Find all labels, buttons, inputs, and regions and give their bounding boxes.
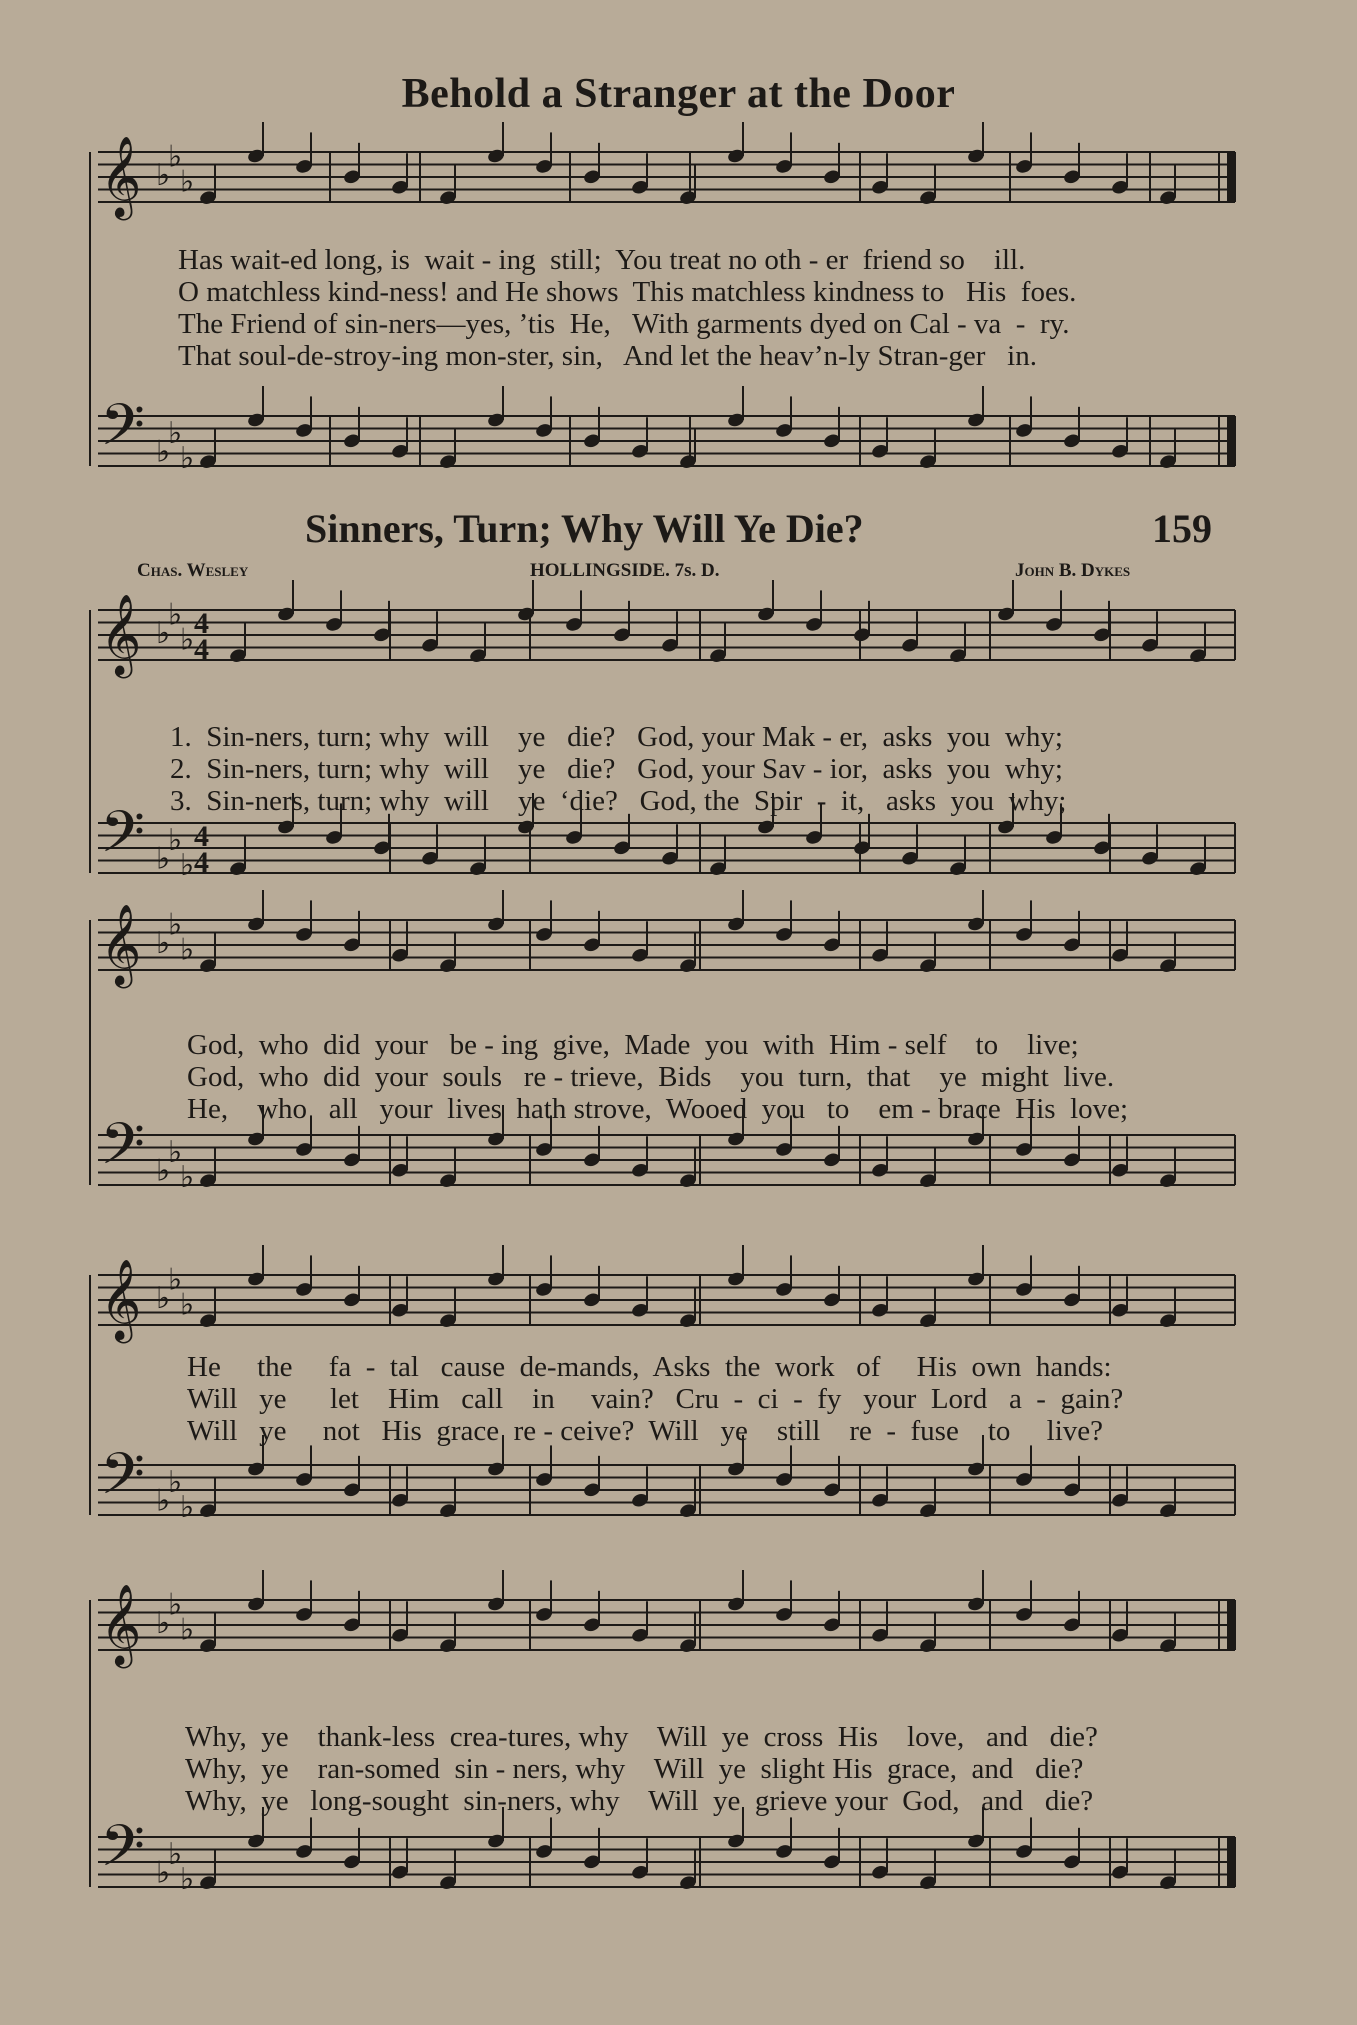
flat-icon: ♭ (168, 415, 183, 451)
bass-clef-icon: 𝄢 (100, 1110, 146, 1192)
flat-icon: ♭ (180, 1489, 195, 1525)
time-signature-numerator: 4 (194, 607, 209, 640)
hymn-title-top: Behold a Stranger at the Door (401, 71, 956, 117)
treble-clef-icon: 𝄞 (100, 135, 142, 217)
lyric-line: O matchless kind-ness! and He shows This matchless kindness to His foes. (178, 276, 1077, 308)
flat-icon: ♭ (168, 1587, 183, 1623)
lyric-line: The Friend of sin-ners—yes, ’tis He, With garments dyed on Cal - va - ry. (178, 308, 1070, 340)
lyric-line: Will ye let Him call in vain? Cru - ci - fy your Lord a - gain? (187, 1383, 1124, 1415)
flat-icon: ♭ (180, 164, 195, 200)
treble-clef-icon: 𝄞 (100, 1258, 142, 1340)
bass-clef-icon: 𝄢 (100, 391, 146, 473)
lyric-line: 1. Sin-ners, turn; why will ye die? God, your Mak - er, asks you why; (170, 721, 1063, 753)
flat-icon: ♭ (180, 1612, 195, 1648)
treble-clef-icon: 𝄞 (100, 593, 142, 675)
lyric-line: Why, ye long-sought sin-ners, why Will ye grieve your God, and die? (185, 1785, 1094, 1817)
lyric-line: He the fa - tal cause de-mands, Asks the work of His own hands: (187, 1351, 1112, 1383)
composer-credit: John B. Dykes (1015, 560, 1131, 581)
final-bar (1227, 152, 1235, 202)
treble-clef-icon: 𝄞 (100, 903, 142, 985)
flat-icon: ♭ (180, 1287, 195, 1323)
lyric-line: That soul-de-stroy-ing mon-ster, sin, And let the heav’n-ly Stran-ger in. (178, 340, 1037, 372)
final-bar (1227, 1600, 1235, 1650)
hymn-title: Sinners, Turn; Why Will Ye Die? (305, 506, 864, 551)
tune-name: HOLLINGSIDE. 7s. D. (530, 560, 720, 581)
lyric-line: He, who all your lives hath strove, Wooed you to em - brace His love; (187, 1093, 1129, 1125)
bass-clef-icon: 𝄢 (100, 798, 146, 880)
lyric-line: Why, ye ran-somed sin - ners, why Will ye slight His grace, and die? (185, 1753, 1084, 1785)
lyric-line: God, who did your souls re - trieve, Bids you turn, that ye might live. (187, 1061, 1115, 1093)
flat-icon: ♭ (168, 907, 183, 943)
lyric-line: 3. Sin-ners, turn; why will ye ‘die? God, the Spir - it, asks you why; (170, 785, 1067, 817)
lyric-line: God, who did your be - ing give, Made you with Him - self to live; (187, 1029, 1079, 1061)
time-signature-numerator: 4 (194, 820, 209, 853)
flat-icon: ♭ (168, 1836, 183, 1872)
lyric-line: Will ye not His grace re - ceive? Will ye still re - fuse to live? (187, 1415, 1104, 1447)
final-bar (1227, 1837, 1235, 1887)
flat-icon: ♭ (180, 1159, 195, 1195)
flat-icon: ♭ (168, 1262, 183, 1298)
author-credit: Chas. Wesley (137, 560, 249, 581)
time-signature-denominator: 4 (194, 633, 209, 666)
flat-icon: ♭ (168, 139, 183, 175)
flat-icon: ♭ (156, 1855, 171, 1891)
flat-icon: ♭ (180, 622, 195, 658)
lyric-line: Has wait-ed long, is wait - ing still; You treat no oth - er friend so ill. (178, 244, 1026, 276)
flat-icon: ♭ (156, 926, 171, 961)
flat-icon: ♭ (168, 1134, 183, 1170)
flat-icon: ♭ (156, 434, 171, 470)
flat-icon: ♭ (180, 440, 195, 476)
flat-icon: ♭ (168, 822, 183, 858)
flat-icon: ♭ (168, 1464, 183, 1500)
lyric-line: 2. Sin-ners, turn; why will ye die? God, your Sav - ior, asks you why; (170, 753, 1063, 785)
flat-icon: ♭ (156, 158, 171, 193)
flat-icon: ♭ (180, 847, 195, 883)
final-bar (1227, 416, 1235, 466)
lyric-line: Why, ye thank-less crea-tures, why Will ye cross His love, and die? (185, 1721, 1098, 1753)
time-signature-denominator: 4 (194, 846, 209, 879)
flat-icon: ♭ (180, 1861, 195, 1897)
flat-icon: ♭ (156, 1153, 171, 1189)
bass-clef-icon: 𝄢 (100, 1812, 146, 1894)
hymn-number: 159 (1152, 506, 1212, 551)
flat-icon: ♭ (156, 616, 171, 651)
flat-icon: ♭ (156, 1281, 171, 1316)
flat-icon: ♭ (180, 932, 195, 968)
flat-icon: ♭ (156, 841, 171, 877)
flat-icon: ♭ (156, 1606, 171, 1641)
bass-clef-icon: 𝄢 (100, 1440, 146, 1522)
treble-clef-icon: 𝄞 (100, 1583, 142, 1665)
flat-icon: ♭ (168, 597, 183, 633)
flat-icon: ♭ (156, 1483, 171, 1519)
